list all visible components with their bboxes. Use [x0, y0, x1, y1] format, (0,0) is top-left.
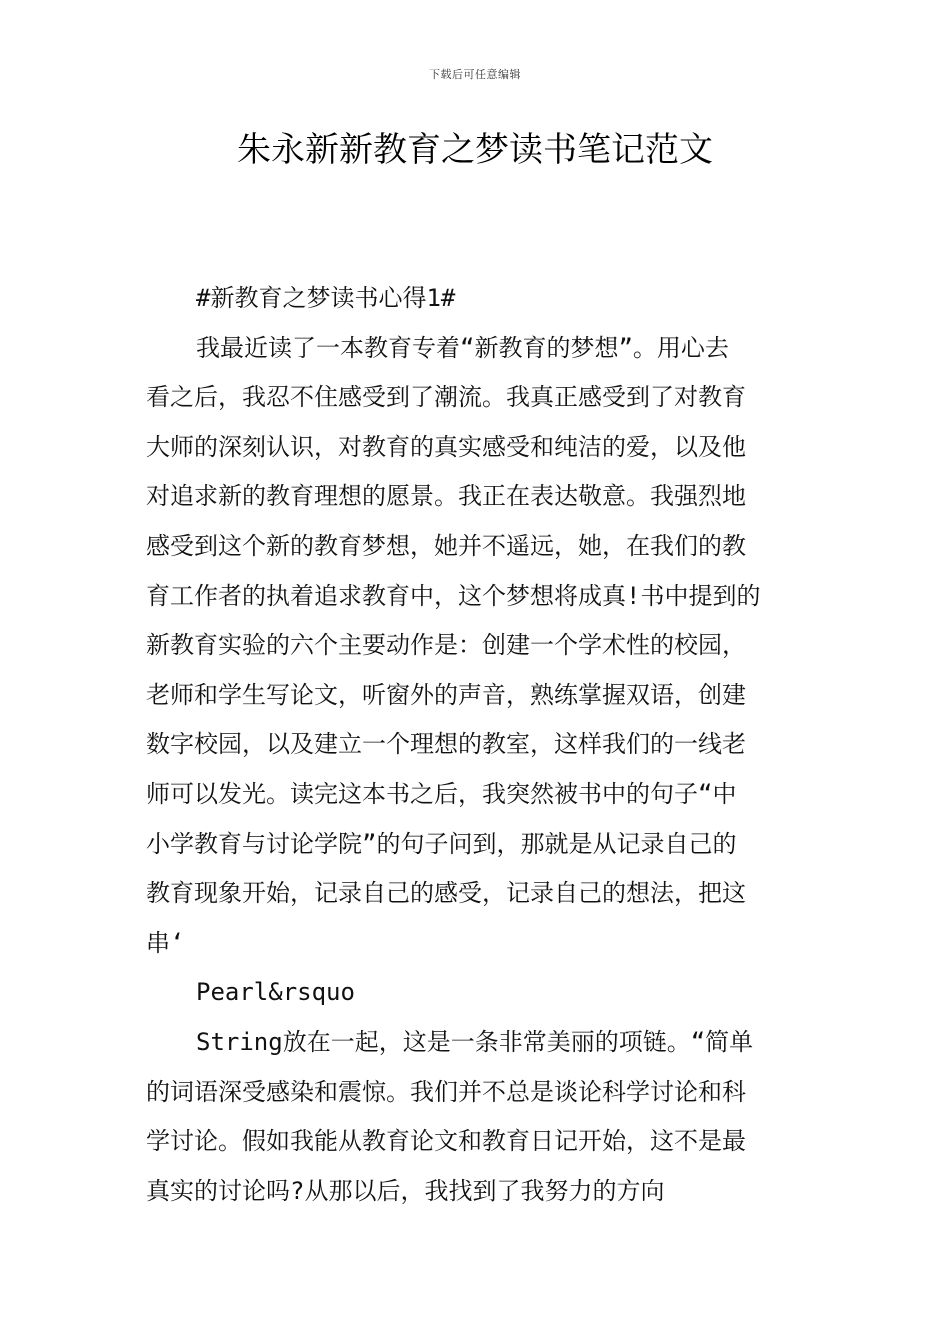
body-line: 对追求新的教育理想的愿景。我正在表达敬意。我强烈地	[146, 482, 746, 511]
body-line: 感受到这个新的教育梦想，她并不遥远，她，在我们的教	[146, 531, 746, 560]
body-line: 串‘	[146, 928, 185, 957]
body-line: 看之后，我忍不住感受到了潮流。我真正感受到了对教育	[146, 383, 746, 412]
body-line: 大师的深刻认识，对教育的真实感受和纯洁的爱，以及他	[146, 432, 746, 461]
body-line: 数字校园，以及建立一个理想的教室，这样我们的一线老	[146, 730, 746, 759]
body-line: Pearl&rsquo	[196, 978, 355, 1007]
body-line: 育工作者的执着追求教育中，这个梦想将成真!书中提到的	[146, 581, 761, 610]
body-line: #新教育之梦读书心得1#	[196, 284, 456, 312]
body-line: 小学教育与讨论学院”的句子问到，那就是从记录自己的	[146, 829, 737, 858]
body-line: 学讨论。假如我能从教育论文和教育日记开始，这不是最	[146, 1127, 746, 1156]
body-line: 教育现象开始，记录自己的感受，记录自己的想法，把这	[146, 879, 746, 908]
body-line: 老师和学生写论文，听窗外的声音，熟练掌握双语，创建	[146, 680, 746, 709]
document-title: 朱永新新教育之梦读书笔记范文	[237, 130, 713, 170]
document-body	[146, 274, 808, 1216]
body-line: String放在一起，这是一条非常美丽的项链。“简单	[196, 1027, 754, 1056]
body-line: 真实的讨论吗?从那以后，我找到了我努力的方向	[146, 1176, 665, 1205]
body-line: 我最近读了一本教育专着“新教育的梦想”。用心去	[196, 333, 729, 362]
body-line: 新教育实验的六个主要动作是：创建一个学术性的校园，	[146, 631, 746, 660]
header-note: 下载后可任意编辑	[429, 68, 521, 81]
body-line: 师可以发光。读完这本书之后，我突然被书中的句子“中	[146, 779, 737, 808]
body-line: 的词语深受感染和震惊。我们并不总是谈论科学讨论和科	[146, 1077, 746, 1106]
